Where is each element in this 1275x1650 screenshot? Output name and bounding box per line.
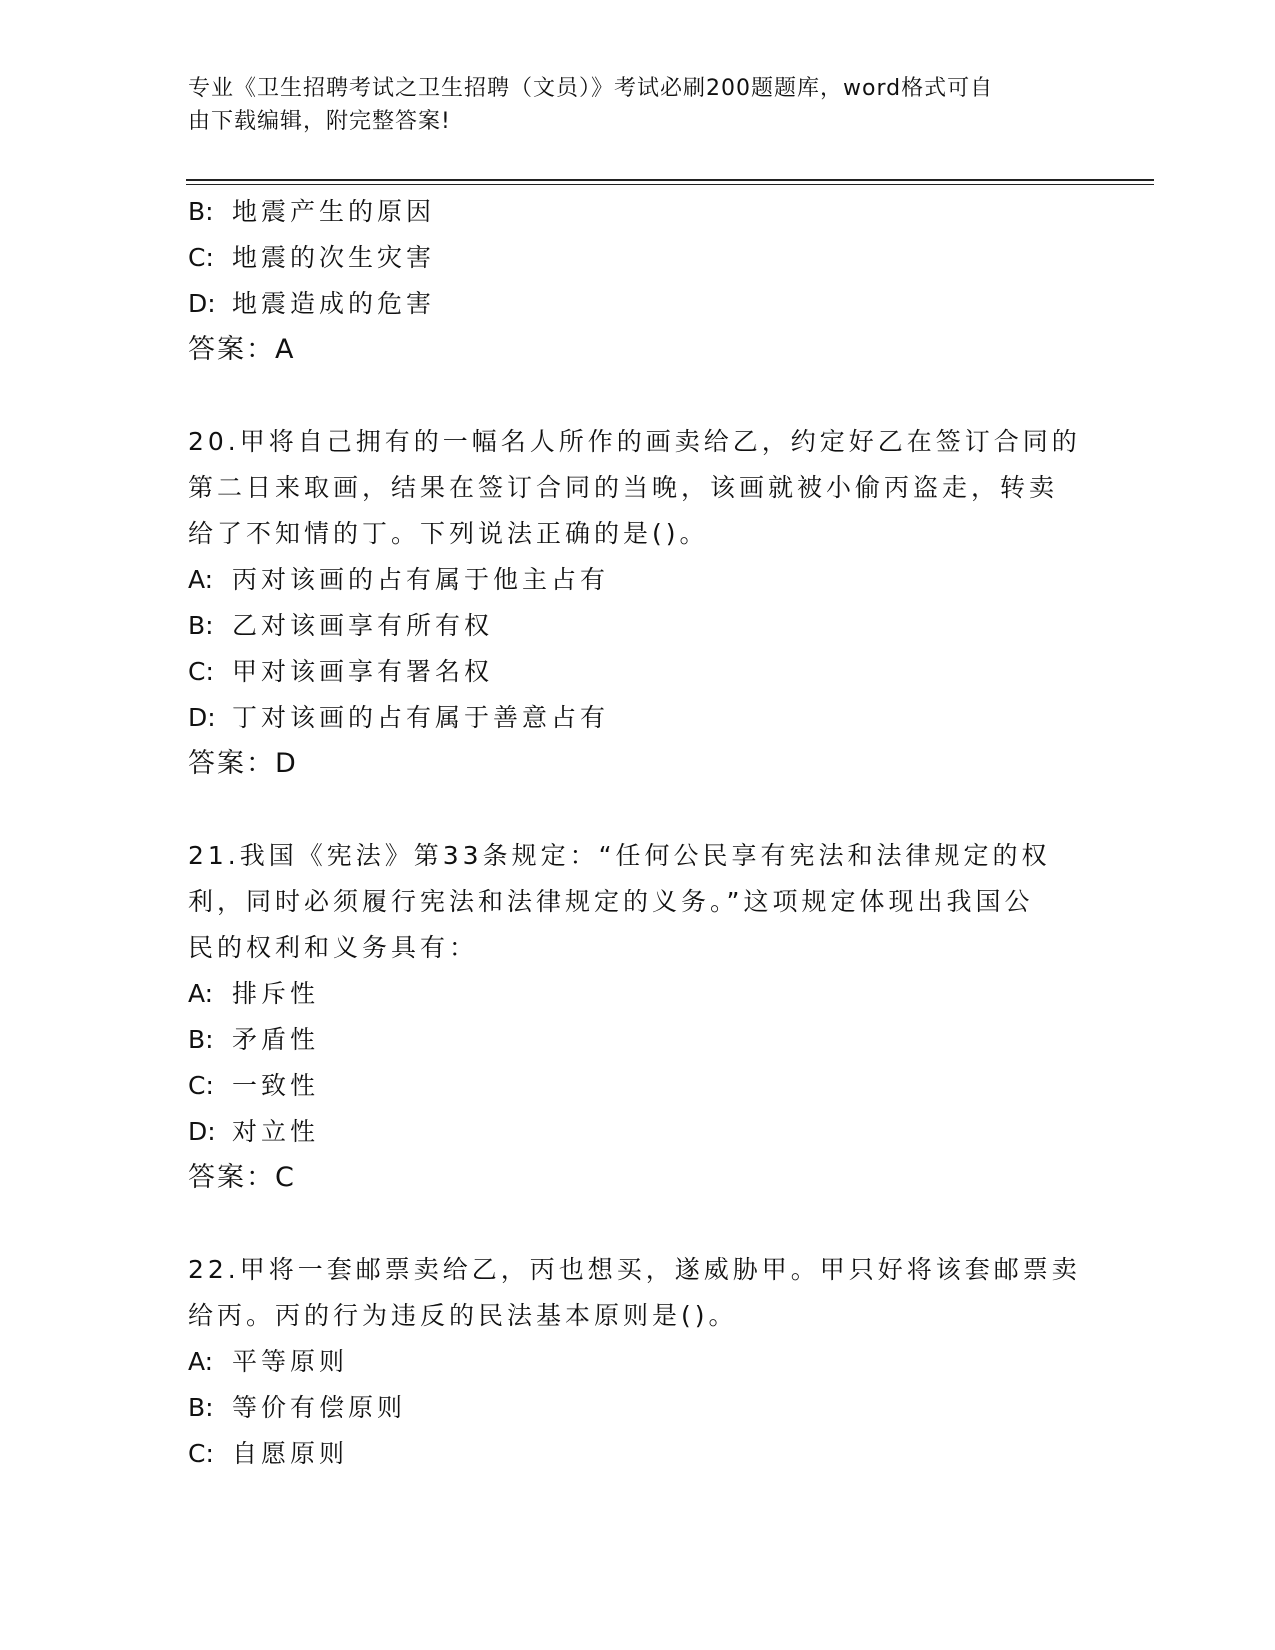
option-key: B: [188, 1393, 214, 1422]
option-key: D: [188, 703, 216, 732]
option-text: 地震产生的原因 [232, 197, 436, 226]
question-20 [188, 419, 1088, 787]
answer-line: 答案：A [188, 334, 296, 365]
question-stem-line: 22.甲将一套邮票卖给乙，丙也想买，遂威胁甲。甲只好将该套邮票卖 [188, 1255, 1081, 1284]
header-line-2: 由下载编辑，附完整答案! [188, 109, 451, 134]
answer-line: 答案：D [188, 748, 298, 779]
option-a [188, 1339, 1088, 1385]
option-text: 平等原则 [232, 1347, 349, 1376]
option-text: 丁对该画的占有属于善意占有 [232, 703, 610, 732]
option-c [188, 235, 1088, 281]
option-key: C: [188, 243, 214, 272]
option-b [188, 1385, 1088, 1431]
option-d [188, 695, 1088, 741]
option-key: D: [188, 289, 216, 318]
option-text: 对立性 [232, 1117, 320, 1146]
option-b [188, 189, 1088, 235]
option-a [188, 971, 1088, 1017]
question-stem-line: 给了不知情的丁。下列说法正确的是()。 [188, 519, 709, 548]
option-b [188, 603, 1088, 649]
option-key: B: [188, 197, 214, 226]
option-c [188, 1063, 1088, 1109]
option-text: 等价有偿原则 [232, 1393, 407, 1422]
header-rule-thick [186, 179, 1154, 181]
option-text: 丙对该画的占有属于他主占有 [232, 565, 610, 594]
spacer [188, 787, 1088, 833]
option-text: 乙对该画享有所有权 [232, 611, 494, 640]
question-22 [188, 1247, 1088, 1477]
option-c [188, 1431, 1088, 1477]
option-text: 自愿原则 [232, 1439, 349, 1468]
option-text: 地震造成的危害 [232, 289, 436, 318]
option-key: A: [188, 979, 214, 1008]
question-stem-line: 给丙。丙的行为违反的民法基本原则是()。 [188, 1301, 738, 1330]
header-rule-thin [186, 184, 1154, 185]
question-stem-line: 21.我国《宪法》第33条规定：“任何公民享有宪法和法律规定的权 [188, 841, 1051, 870]
option-key: C: [188, 1439, 214, 1468]
option-text: 地震的次生灾害 [232, 243, 436, 272]
header-line-1: 专业《卫生招聘考试之卫生招聘（文员）》考试必刷200题题库，word格式可自 [188, 76, 994, 101]
question-21 [188, 833, 1088, 1201]
option-d [188, 1109, 1088, 1155]
document-header [188, 72, 1088, 138]
option-key: B: [188, 1025, 214, 1054]
option-key: A: [188, 565, 214, 594]
option-key: B: [188, 611, 214, 640]
option-text: 一致性 [232, 1071, 320, 1100]
option-text: 排斥性 [232, 979, 320, 1008]
option-key: A: [188, 1347, 214, 1376]
option-text: 甲对该画享有署名权 [232, 657, 494, 686]
option-d [188, 281, 1088, 327]
option-text: 矛盾性 [232, 1025, 320, 1054]
option-b [188, 1017, 1088, 1063]
question-stem-line: 民的权利和义务具有： [188, 933, 479, 962]
option-key: C: [188, 1071, 214, 1100]
question-19-partial [188, 189, 1088, 373]
question-stem-line: 第二日来取画，结果在签订合同的当晚，该画就被小偷丙盗走，转卖 [188, 473, 1059, 502]
question-list [188, 189, 1088, 1477]
question-stem-line: 利，同时必须履行宪法和法律规定的义务。”这项规定体现出我国公 [188, 887, 1034, 916]
question-stem-line: 20.甲将自己拥有的一幅名人所作的画卖给乙，约定好乙在签订合同的 [188, 427, 1081, 456]
option-c [188, 649, 1088, 695]
option-key: D: [188, 1117, 216, 1146]
option-key: C: [188, 657, 214, 686]
option-a [188, 557, 1088, 603]
spacer [188, 1201, 1088, 1247]
answer-line: 答案：C [188, 1162, 296, 1193]
spacer [188, 373, 1088, 419]
